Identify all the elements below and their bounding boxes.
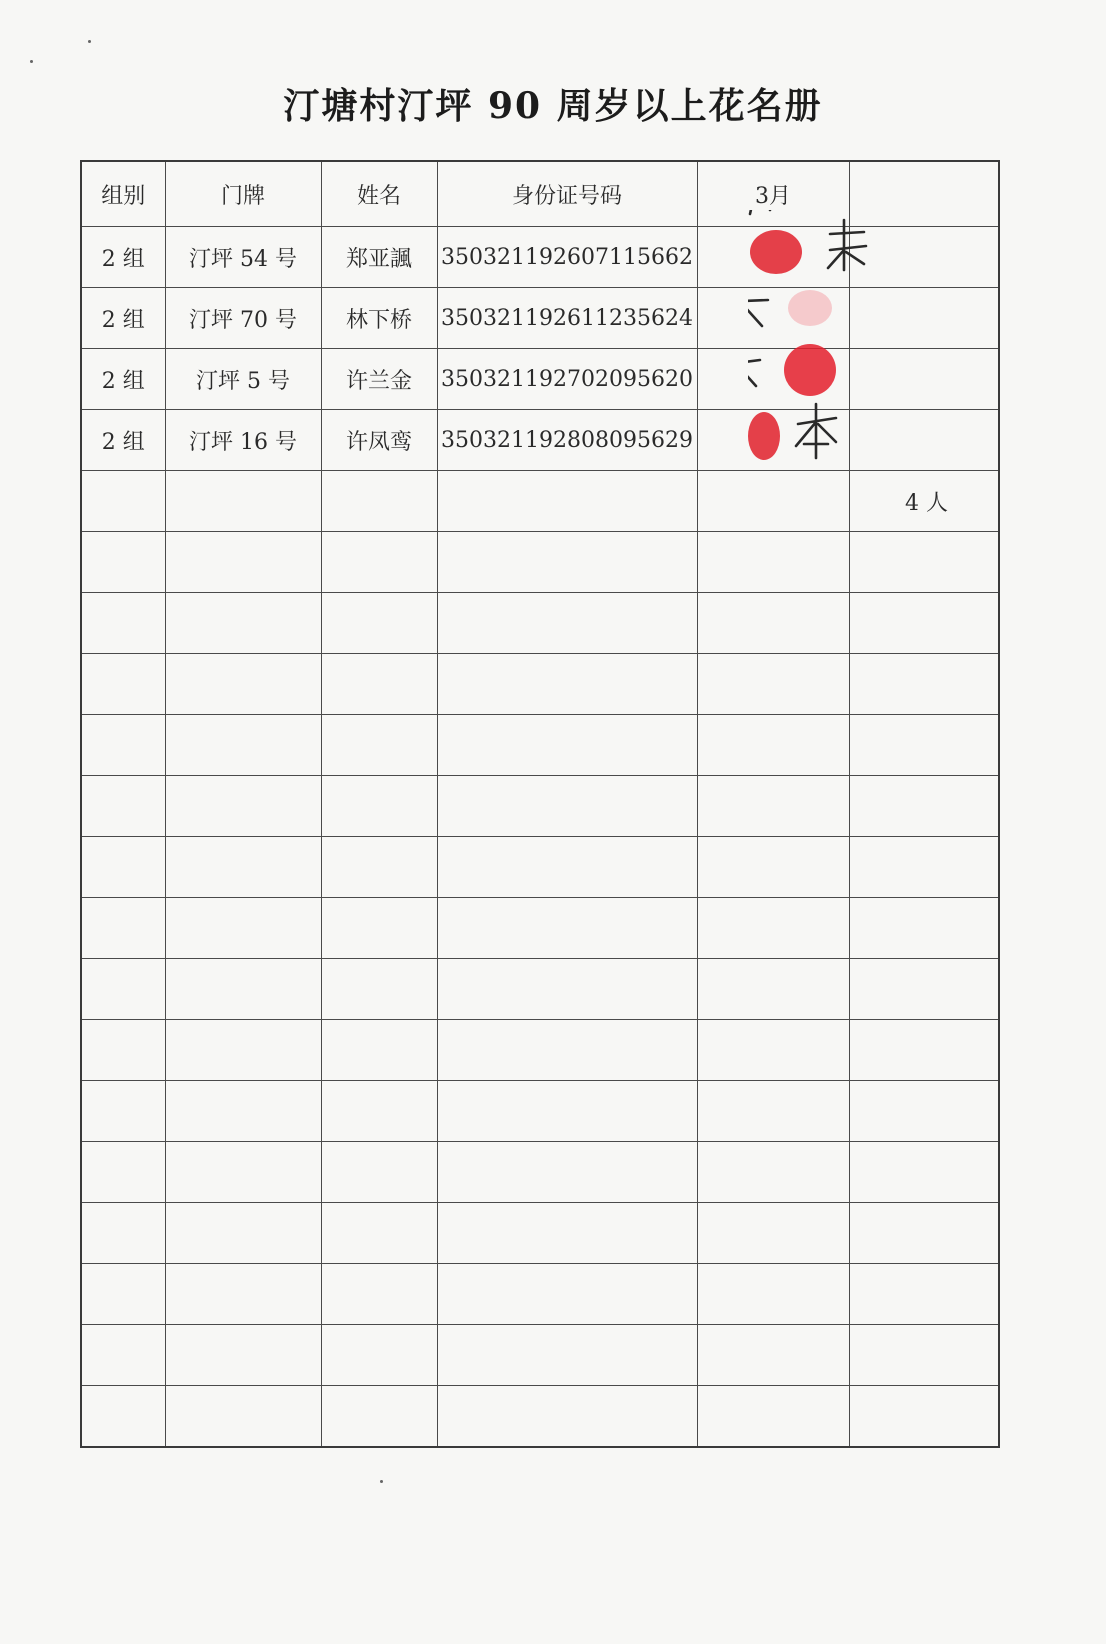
table-row-empty xyxy=(81,1142,999,1203)
cell-name: 郑亚諷 xyxy=(321,227,437,288)
thumbprint-2 xyxy=(788,290,832,326)
cell-house-number: 汀坪 54 号 xyxy=(165,227,321,288)
table-row-empty xyxy=(81,959,999,1020)
cell-name: 许凤鸾 xyxy=(321,410,437,471)
header-name: 姓名 xyxy=(321,161,437,227)
cell-house-number: 汀坪 70 号 xyxy=(165,288,321,349)
cell-name: 许兰金 xyxy=(321,349,437,410)
header-id-number: 身份证号码 xyxy=(437,161,697,227)
table-row-empty xyxy=(81,1386,999,1448)
table-row-empty xyxy=(81,654,999,715)
cell-group: 2 组 xyxy=(81,288,165,349)
thumbprint-1 xyxy=(750,230,802,274)
table-row-empty xyxy=(81,1081,999,1142)
cell-name: 林下桥 xyxy=(321,288,437,349)
cell-group: 2 组 xyxy=(81,227,165,288)
table-row-empty xyxy=(81,1264,999,1325)
header-group: 组别 xyxy=(81,161,165,227)
table-row-empty xyxy=(81,1203,999,1264)
table-row-empty xyxy=(81,1020,999,1081)
cell-group: 2 组 xyxy=(81,410,165,471)
table-row-empty xyxy=(81,593,999,654)
header-month: 3月 xyxy=(697,161,849,227)
cell-id-number: 350321192808095629 xyxy=(437,410,697,471)
cell-id-number: 350321192611235624 xyxy=(437,288,697,349)
signature-stamps xyxy=(748,210,898,500)
table-row-empty xyxy=(81,898,999,959)
cell-id-number: 350321192702095620 xyxy=(437,349,697,410)
cell-house-number: 汀坪 16 号 xyxy=(165,410,321,471)
table-row-empty xyxy=(81,776,999,837)
table-row-empty xyxy=(81,1325,999,1386)
table-row-empty xyxy=(81,532,999,593)
total-count: 4 人 xyxy=(849,471,999,532)
header-house-number: 门牌 xyxy=(165,161,321,227)
thumbprint-4 xyxy=(748,412,780,460)
cell-house-number: 汀坪 5 号 xyxy=(165,349,321,410)
page-title: 汀塘村汀坪 90 周岁以上花名册 xyxy=(283,85,823,127)
table-row-empty xyxy=(81,715,999,776)
cell-id-number: 350321192607115662 xyxy=(437,227,697,288)
thumbprint-3 xyxy=(784,344,836,396)
table-row-empty xyxy=(81,837,999,898)
cell-group: 2 组 xyxy=(81,349,165,410)
